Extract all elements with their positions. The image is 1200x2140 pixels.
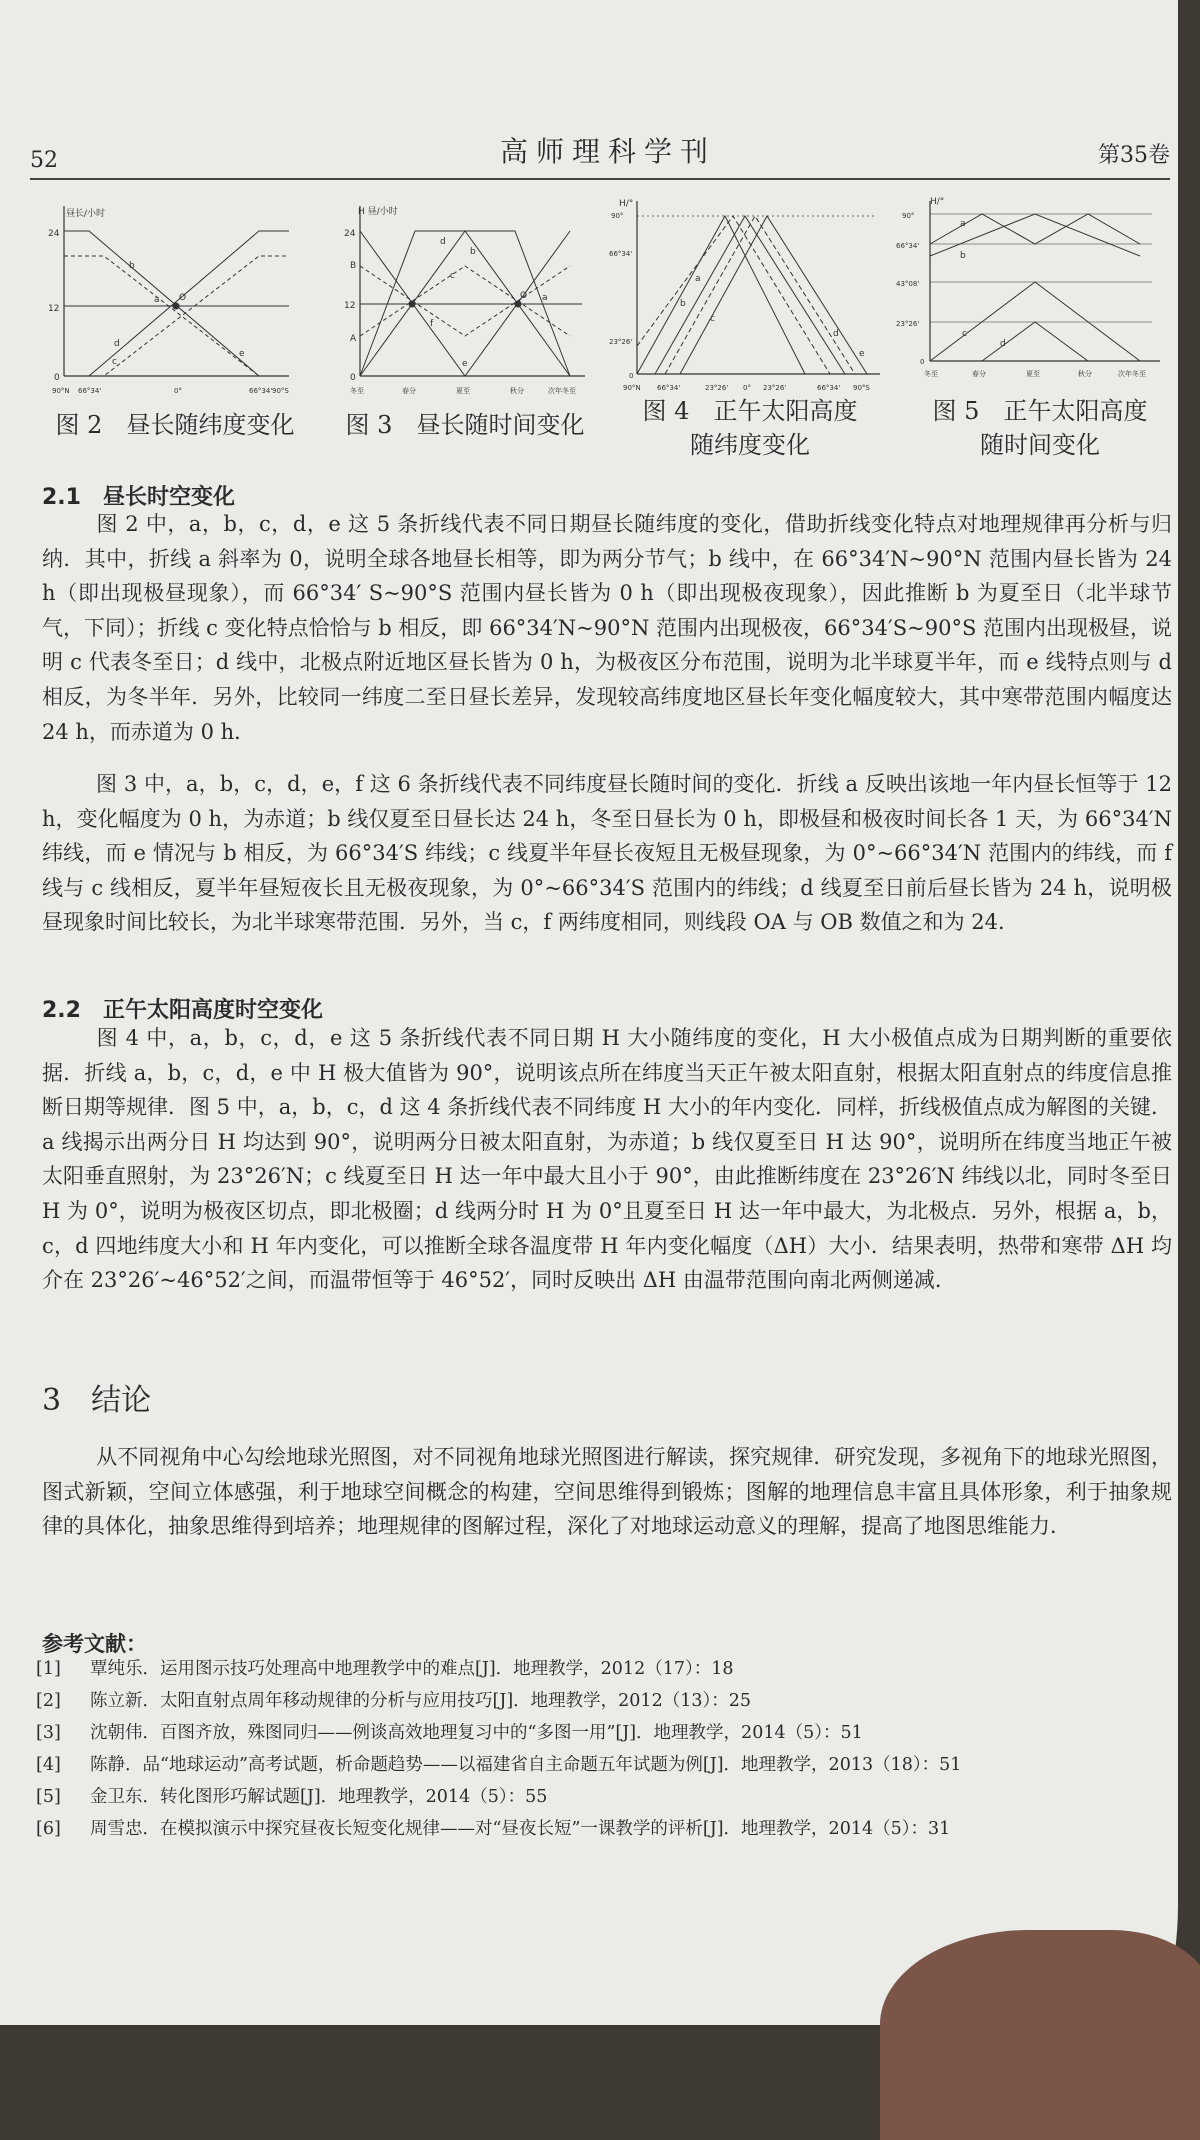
reference-item (36, 1655, 734, 1680)
fig2-point-label: O (179, 293, 187, 303)
fig5-y-tick: 23°26' (896, 320, 920, 328)
fig4-line-a (637, 216, 805, 374)
fig3-caption: 图 3 昼长随时间变化 (345, 411, 585, 439)
fig4-line-label: d (833, 329, 839, 339)
fig3-x-tick: 春分 (402, 387, 416, 395)
reference-number: [2] (36, 1691, 61, 1711)
fig5-y-tick: 90° (902, 212, 915, 220)
section-2-1-para-2 (42, 767, 1172, 940)
fig2-line-e (64, 256, 289, 376)
fig4-y-tick: 66°34' (609, 250, 633, 258)
fig2-y-tick: 24 (48, 229, 60, 239)
reference-text: 陈立新．太阳直射点周年移动规律的分析与应用技巧[J]．地理教学，2012（13）：25 (90, 1691, 751, 1711)
fig5-caption (910, 394, 1170, 462)
reference-text: 沈朝伟．百图齐放，殊图同归——例谈高效地理复习中的“多图一用”[J]．地理教学，2014（5）：51 (90, 1723, 863, 1743)
reference-item (36, 1815, 950, 1840)
fig5-y-tick: 43°08' (896, 280, 920, 288)
fig4-caption-line2: 随纬度变化 (690, 431, 810, 459)
section-3-para-text: 从不同视角中心勾绘地球光照图，对不同视角地球光照图进行解读，探究规律．研究发现，多视角下的地球光照图，图式新颖，空间立体感强，利于地球空间概念的构建，空间思维得到锻炼；图解的地理信息丰富且具体形象，利于抽象规律的具体化，抽象思维得到培养；地理规律的图解过程，深化了对地球运动意义的理解，提高了地图思维能力． (42, 1445, 1172, 1539)
fig4-y-tick: 23°26' (609, 338, 633, 346)
fig4-line-b (637, 216, 830, 374)
fig3-line-label: e (462, 359, 468, 369)
fig5-caption-line2: 随时间变化 (980, 431, 1100, 459)
fig4-x-tick: 23°26' (763, 384, 787, 392)
fig5-x-tick: 次年冬至 (1118, 370, 1146, 378)
section-2-2-heading: 2.2 正午太阳高度时空变化 (42, 998, 323, 1023)
fig3-y-tick: 24 (344, 229, 356, 239)
figure-4 (605, 196, 885, 406)
fig3-x-tick: 秋分 (510, 387, 524, 395)
fig3-x-tick: 夏至 (456, 387, 470, 395)
reference-number: [1] (36, 1659, 61, 1679)
journal-title: 高师理科学刊 (500, 135, 717, 168)
fig2-x-tick: 0° (174, 387, 182, 395)
fig3-line-label: b (470, 247, 476, 257)
reference-text: 周雪忠．在模拟演示中探究昼夜长短变化规律——对“昼夜长短”一课教学的评析[J]．地理教学，2014（5）：31 (90, 1819, 951, 1839)
fig2-x-tick: 90°N (52, 387, 70, 395)
fig3-x-tick: 冬至 (350, 387, 364, 395)
fig4-line-label: c (710, 314, 715, 324)
fig4-line-label: a (695, 274, 701, 284)
fig2-line-label: c (112, 357, 117, 367)
thumb (880, 1930, 1200, 2140)
section-2-1-para-1-text: 图 2 中，a，b，c，d，e 这 5 条折线代表不同日期昼长随纬度的变化，借助折线变化特点对地理规律再分析与归纳．其中，折线 a 斜率为 0，说明全球各地昼长相等，即为两分节气；b 线中，在 66°34′N~90°N 范围内昼长皆为 24 h（即出现极昼现象），而 66°34′ S~90°S 范围内昼长皆为 0 h（即出现极夜现象），因此推断 b 为夏至日（北半球节气，下同）；折线 c 变化特点恰恰与 b 相反，即 66°34′N~90°N 范围内出现极夜，66°34′S~90°S 范围内出现极昼，说明 c 代表冬至日；d 线中，北极点附近地区昼长皆为 0 h，为极夜区分布范围，说明为北半球夏半年，而 e 线特点则与 d 相反，为冬半年．另外，比较同一纬度二至日昼长差异，发现较高纬度地区昼长年变化幅度较大，其中寒带范围内幅度达 24 h，而赤道为 0 h． (42, 512, 1173, 744)
reference-number: [4] (36, 1755, 61, 1775)
fig3-line-label: d (440, 237, 446, 247)
figure-3 (320, 196, 590, 406)
fig5-x-tick: 夏至 (1026, 370, 1040, 378)
fig4-caption-line1: 图 4 正午太阳高度 (642, 397, 858, 425)
figure-5 (890, 196, 1170, 396)
fig4-y-tick: 0 (629, 372, 634, 380)
fig2-line-label: e (239, 349, 245, 359)
reference-number: [5] (36, 1787, 61, 1807)
fig5-y-axis-label: H/° (930, 197, 945, 207)
fig2-y-axis-label: 昼长/小时 (66, 209, 106, 219)
fig4-line-label: b (680, 299, 686, 309)
fig4-x-tick: 90°S (853, 384, 870, 392)
fig4-x-tick: 66°34' (817, 384, 841, 392)
section-2-1-para-1 (42, 507, 1172, 749)
section-3-heading: 3 结论 (42, 1383, 152, 1418)
fig5-line-label: c (962, 329, 967, 339)
fig5-line-label: b (960, 251, 966, 261)
fig5-x-tick: 冬至 (924, 370, 938, 378)
reference-text: 陈静．品“地球运动”高考试题，析命题趋势——以福建省自主命题五年试题为例[J]．地理教学，2013（18）：51 (90, 1755, 962, 1775)
fig4-caption (620, 394, 880, 462)
fig2-x-tick: 66°34' (78, 387, 102, 395)
reference-item (36, 1687, 751, 1712)
fig5-x-tick: 春分 (972, 370, 986, 378)
fig2-y-tick: 0 (54, 373, 60, 383)
section-2-2-para-text: 图 4 中，a，b，c，d，e 这 5 条折线代表不同日期 H 大小随纬度的变化，H 大小极值点成为日期判断的重要依据．折线 a，b，c，d，e 中 H 极大值皆为 90°，说明该点所在纬度当天正午被太阳直射，根据太阳直射点的纬度信息推断日期等规律．图 5 中，a，b，c，d 这 4 条折线代表不同纬度 H 大小的年内变化．同样，折线极值点成为解图的关键．a 线揭示出两分日 H 均达到 90°，说明两分日被太阳直射，为赤道；b 线仅夏至日 H 达 90°，说明所在纬度当地正午被太阳垂直照射，为 23°26′N；c 线夏至日 H 达一年中最大且小于 90°，由此推断纬度在 23°26′N 纬线以北，同时冬至日 H 为 0°，说明为极夜区切点，即北极圈；d 线两分时 H 为 0°且夏至日 H 达一年中最大，为北极点．另外，根据 a，b，c，d 四地纬度大小和 H 年内变化，可以推断全球各温度带 H 年内变化幅度（ΔH）大小．结果表明，热带和寒带 ΔH 均介在 23°26′~46°52′之间，而温带恒等于 46°52′，同时反映出 ΔH 由温带范围向南北两侧递减． (42, 1026, 1172, 1293)
fig4-y-tick: 90° (611, 212, 624, 220)
fig2-point-o (173, 303, 179, 309)
fig3-line-c (360, 266, 570, 336)
fig5-x-tick: 秋分 (1078, 370, 1092, 378)
reference-number: [3] (36, 1723, 61, 1743)
fig4-x-tick: 90°N (623, 384, 641, 392)
section-2-1-heading: 2.1 昼长时空变化 (42, 485, 235, 510)
header-rule (30, 178, 1170, 180)
fig2-x-tick: 66°34' (249, 387, 273, 395)
references-heading: 参考文献： (42, 1631, 147, 1656)
fig5-line-label: a (960, 219, 966, 229)
page-header (30, 130, 1170, 180)
fig2-line-label: b (129, 261, 135, 271)
fig2-line-label: a (154, 295, 160, 305)
fig5-line-label: d (1000, 339, 1006, 349)
fig4-x-tick: 66°34' (657, 384, 681, 392)
section-2-2-para (42, 1021, 1172, 1298)
fig5-y-tick: 66°34' (896, 242, 920, 250)
reference-item (36, 1719, 863, 1744)
reference-text: 覃纯乐．运用图示技巧处理高中地理教学中的难点[J]．地理教学，2012（17）：18 (90, 1659, 734, 1679)
fig3-y-tick: 0 (350, 373, 356, 383)
fig5-caption-line1: 图 5 正午太阳高度 (932, 397, 1148, 425)
fig4-line-e (680, 216, 867, 374)
fig2-line-d (64, 256, 289, 376)
fig2-y-tick: 12 (48, 304, 60, 314)
fig3-y-tick: 12 (344, 301, 356, 311)
fig3-point-label: O (520, 291, 528, 301)
fig2-line-label: d (114, 339, 120, 349)
fig3-line-label: c (450, 271, 455, 281)
fig5-line-d (982, 322, 1088, 361)
figure-2 (34, 196, 294, 406)
fig3-line-label: a (542, 293, 548, 303)
fig4-x-tick: 23°26' (705, 384, 729, 392)
reference-text: 金卫东．转化图形巧解试题[J]．地理教学，2014（5）：55 (90, 1787, 548, 1807)
page-number: 52 (30, 148, 58, 173)
fig2-caption: 图 2 昼长随纬度变化 (55, 411, 295, 439)
reference-item (36, 1751, 961, 1776)
fig3-point-o (515, 301, 521, 307)
fig3-line-f (360, 266, 570, 336)
section-2-1-para-2-text: 图 3 中，a，b，c，d，e，f 这 6 条折线代表不同纬度昼长随时间的变化．折线 a 反映出该地一年内昼长恒等于 12 h，变化幅度为 0 h，为赤道；b 线仅夏至日昼长达 24 h，冬至日昼长为 0 h，即极昼和极夜时间长各 1 天，为 66°34′N 纬线，而 e 情况与 b 相反，为 66°34′S 纬线；c 线夏半年昼长夜短且无极昼现象，为 0°~66°34′N 范围内的纬线，而 f 线与 c 线相反，夏半年昼短夜长且无极夜现象，为 0°~66°34′S 范围内的纬线；d 线夏至日前后昼长皆为 24 h，说明极昼现象时间比较长，为北半球寒带范围．另外，当 c，f 两纬度相同，则线段 OA 与 OB 数值之和为 24． (42, 772, 1172, 935)
fig2-x-tick: 90°S (272, 387, 289, 395)
fig4-line-label: e (859, 349, 865, 359)
fig3-x-tick: 次年冬至 (548, 387, 576, 395)
fig4-y-axis-label: H/° (619, 199, 634, 209)
fig3-y-tick: A (350, 334, 357, 344)
fig3-y-tick: B (350, 261, 357, 271)
fig4-x-tick: 0° (743, 384, 751, 392)
section-3-para (42, 1440, 1172, 1544)
fig3-y-axis-label: H 昼/小时 (358, 207, 398, 217)
fig3-line-label: f (430, 319, 434, 329)
volume-label: 第35卷 (1098, 143, 1170, 168)
reference-item (36, 1783, 547, 1808)
reference-number: [6] (36, 1819, 61, 1839)
fig5-y-tick: 0 (920, 358, 925, 366)
